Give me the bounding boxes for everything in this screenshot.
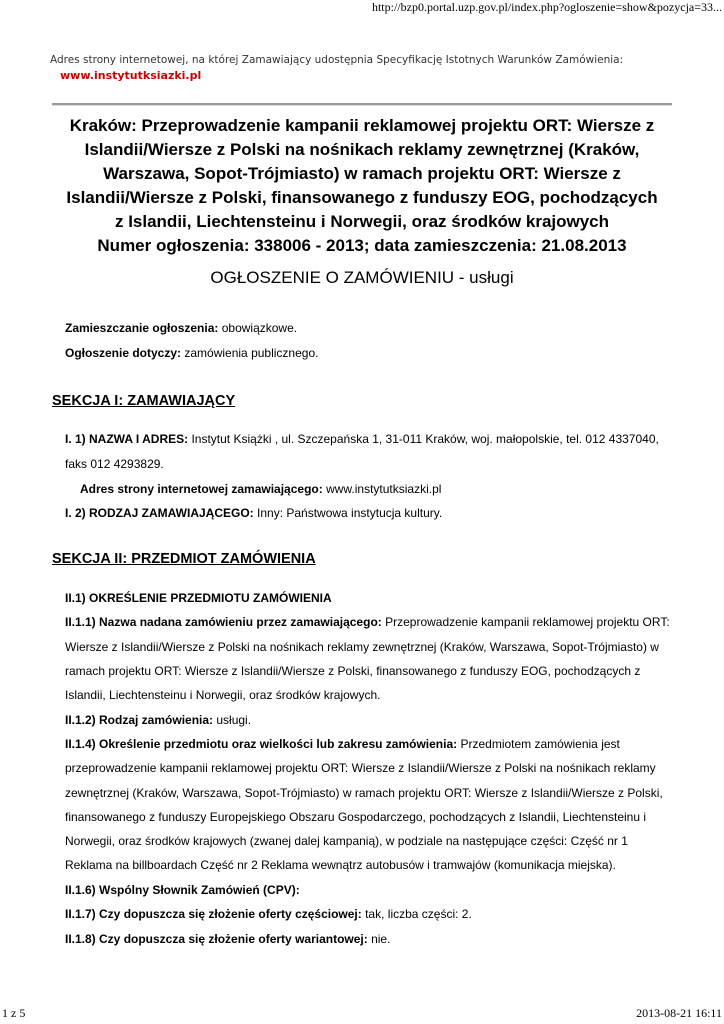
s2-ii14-line: zewnętrznej (Kraków, Warszawa, Sopot-Trójmiasto) w ramach projektu ORT: Wiersze z Islandii/Wiersze z Polski, [65, 786, 663, 800]
s1-rodzaj [65, 506, 680, 520]
s2-ii16 [65, 883, 680, 897]
meta-value: zamówienia publicznego. [181, 346, 319, 360]
meta-zamieszczanie [65, 321, 680, 335]
title-line: Kraków: Przeprowadzenie kampanii reklamowej projektu ORT: Wiersze z [69, 116, 655, 135]
s1-rodzaj-value: Inny: Państwowa instytucja kultury. [253, 506, 443, 520]
s2-ii12-value: usługi. [213, 713, 252, 727]
meta-label: Zamieszczanie ogłoszenia: [65, 321, 219, 335]
s2-ii14-line: Norwegii, oraz środków krajowych (zwanej dalej kampanią), w podziale na następujące części: Część nr 1 [65, 834, 628, 848]
title-line: Numer ogłoszenia: 338006 - 2013; data zamieszczenia: 21.08.2013 [97, 236, 627, 255]
s2-ii14-label: II.1.4) Określenie przedmiotu oraz wielkości lub zakresu zamówienia: [65, 737, 458, 751]
page-number: 1 z 5 [2, 1006, 26, 1020]
title-line: Islandii/Wiersze z Polski na nośnikach reklamy zewnętrznej (Kraków, [84, 140, 640, 159]
s2-ii14-line: Reklama na billboardach Część nr 2 Reklama wewnątrz autobusów i tramwajów (komunikacja miejska). [65, 858, 616, 872]
s1-rodzaj-label: I. 2) RODZAJ ZAMAWIAJĄCEGO: [65, 506, 254, 520]
s2-ii14-line: przeprowadzenie kampanii reklamowej projektu ORT: Wiersze z Islandii/Wiersze z Polski na nośnikach reklamy [65, 761, 656, 775]
s1-www-label: Adres strony internetowej zamawiającego: [80, 482, 323, 496]
print-datetime: 2013-08-21 16:11 [636, 1006, 722, 1020]
s2-ii11-line: ramach projektu ORT: Wiersze z Islandii/Wiersze z Polski, finansowanego z funduszy EOG, pochodzących z [65, 664, 641, 678]
s2-ii11-label: II.1.1) Nazwa nadana zamówieniu przez zamawiającego: [65, 615, 382, 629]
s2-ii1-heading [65, 591, 680, 605]
title-line: Islandii/Wiersze z Polski, finansowanego z funduszy EOG, pochodzących [66, 188, 658, 207]
divider [52, 103, 672, 106]
s2-ii12-label: II.1.2) Rodzaj zamówienia: [65, 713, 214, 727]
s2-ii11 [65, 615, 680, 629]
adres-text: Adres strony internetowej, na której Zamawiający udostępnia Specyfikację Istotnych Warunków Zamówienia: [50, 54, 624, 66]
s2-ii17 [65, 907, 680, 921]
page-subtitle: OGŁOSZENIE O ZAMÓWIENIU - usługi [210, 268, 514, 287]
s2-ii18-label: II.1.8) Czy dopuszcza się złożenie oferty wariantowej: [65, 932, 368, 946]
meta-label: Ogłoszenie dotyczy: [65, 346, 182, 360]
s2-ii11-line: Wiersze z Islandii/Wiersze z Polski na nośnikach reklamy zewnętrznej (Kraków, Warszawa, Sopot-Trójmiasto) w [65, 640, 659, 654]
section-2-heading: SEKCJA II: PRZEDMIOT ZAMÓWIENIA [52, 551, 316, 567]
s1-nazwa-value: Instytut Książki , ul. Szczepańska 1, 31-011 Kraków, woj. małopolskie, tel. 012 4337040, [188, 432, 659, 446]
adres-box [50, 52, 670, 84]
s1-nazwa-label: I. 1) NAZWA I ADRES: [65, 432, 189, 446]
s1-www-value: www.instytutksiazki.pl [322, 482, 442, 496]
title-line: Warszawa, Sopot-Trójmiasto) w ramach projektu ORT: Wiersze z [103, 164, 621, 183]
s2-ii16-label: II.1.6) Wspólny Słownik Zamówień (CPV): [65, 883, 300, 897]
s2-ii1-label: II.1) OKREŚLENIE PRZEDMIOTU ZAMÓWIENIA [65, 591, 332, 605]
s2-ii14-line: finansowanego z funduszy Europejskiego Obszaru Gospodarczego, pochodzących z Islandii, Liechtensteinu i [65, 810, 647, 824]
s2-ii14 [65, 737, 680, 751]
title-line: z Islandii, Liechtensteinu i Norwegii, oraz środków krajowych [114, 212, 610, 231]
s1-nazwa-cont: faks 012 4293829. [65, 457, 164, 471]
s1-www [80, 482, 695, 496]
meta-value: obowiązkowe. [218, 321, 298, 335]
adres-link[interactable]: www.instytutksiazki.pl [60, 69, 202, 82]
s2-ii14-text: Przedmiotem zamówienia jest [457, 737, 620, 751]
page-title [52, 114, 672, 258]
section-1-heading: SEKCJA I: ZAMAWIAJĄCY [52, 393, 236, 409]
header-url: http://bzp0.portal.uzp.gov.pl/index.php?ogloszenie=show&pozycja=33... [371, 0, 722, 14]
s2-ii18-value: nie. [367, 932, 391, 946]
s2-ii12 [65, 713, 680, 727]
s2-ii11-line: Islandii, Liechtensteinu i Norwegii, oraz środków krajowych. [65, 688, 381, 702]
s1-nazwa [65, 432, 680, 446]
s2-ii18 [65, 932, 680, 946]
meta-dotyczy [65, 346, 680, 360]
s2-ii11-text: Przeprowadzenie kampanii reklamowej projektu ORT: [381, 615, 670, 629]
s2-ii17-label: II.1.7) Czy dopuszcza się złożenie oferty częściowej: [65, 907, 362, 921]
s2-ii17-value: tak, liczba części: 2. [361, 907, 472, 921]
